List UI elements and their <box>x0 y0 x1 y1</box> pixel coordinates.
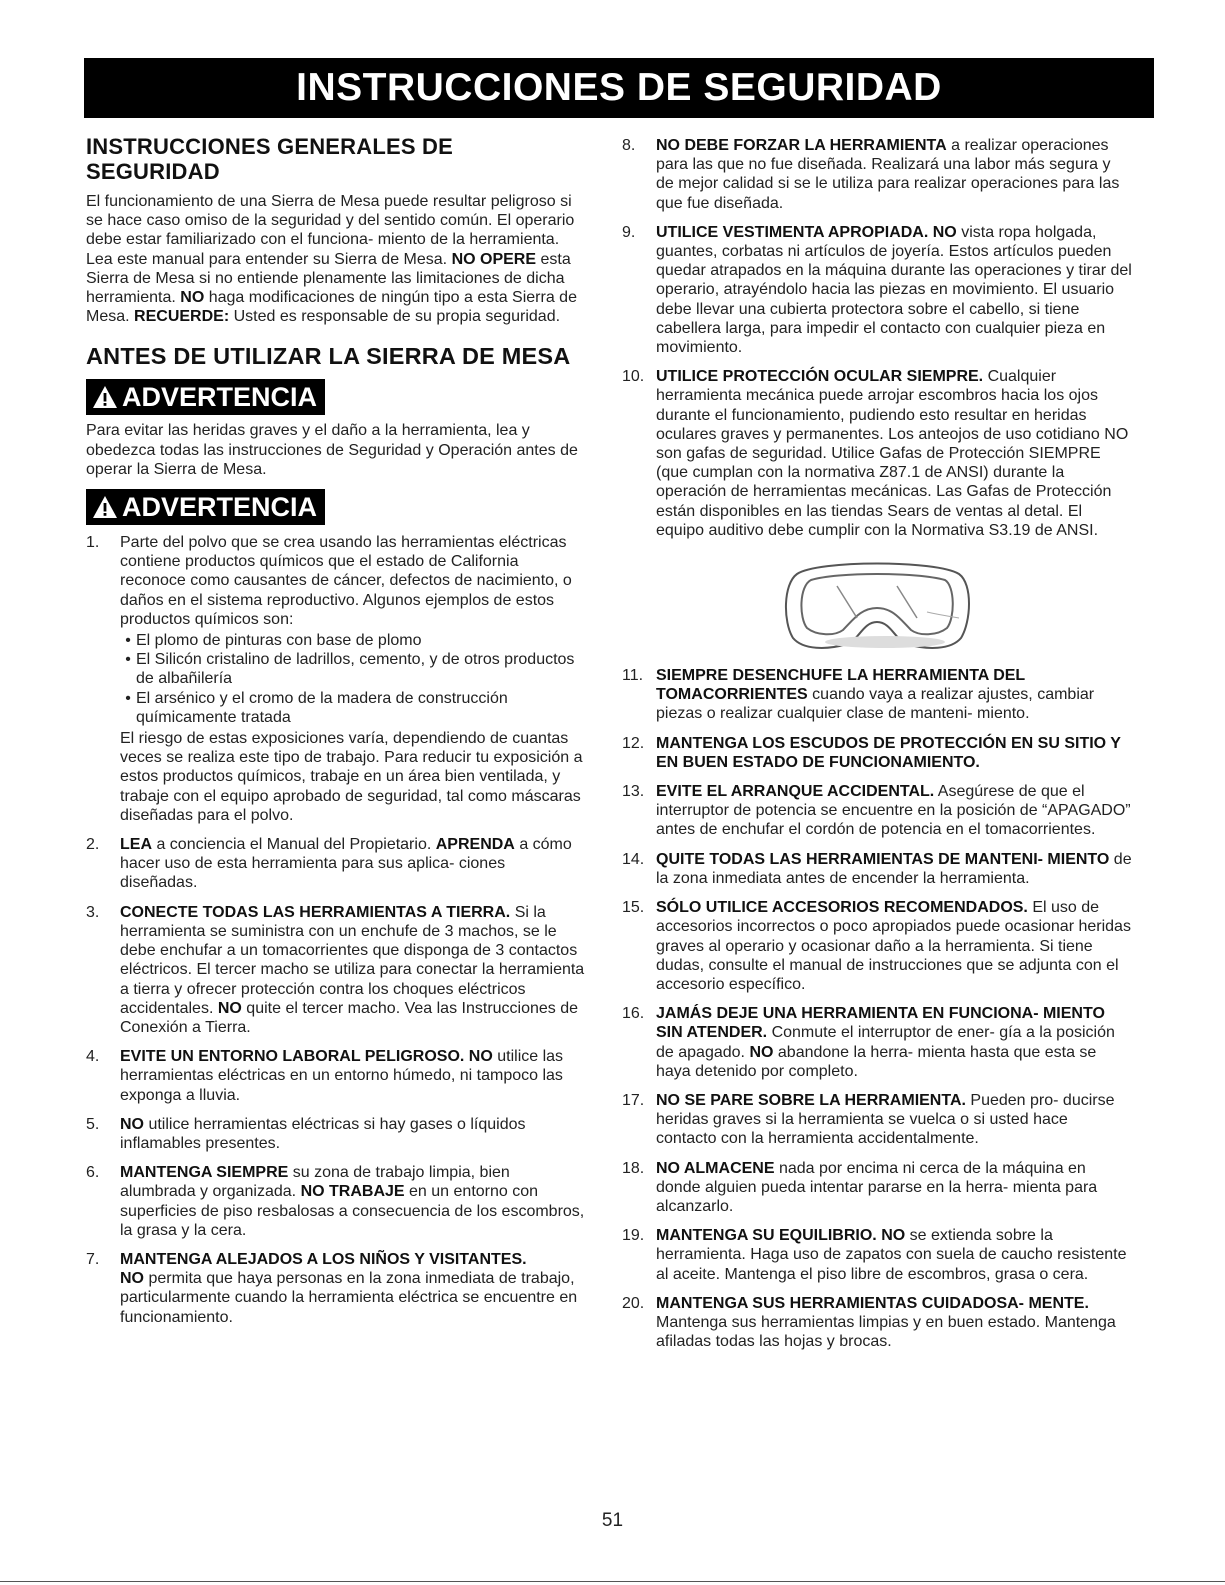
warning-box-1-wrap <box>86 379 586 415</box>
list-item: • El plomo de pinturas con base de plomo <box>125 632 422 650</box>
general-safety-paragraph: El funcionamiento de una Sierra de Mesa puede resultar peligroso si se hace caso omiso de la seguridad y del sentido común. El operario debe estar familiarizado con el funciona- miento de la herramienta. Lea este manual para entender su Sierra de Mesa. NO OPERE esta Sierra de Mesa si no entiende plenamente las limitaciones de dicha herramienta. NO haga modificaciones de ningún tipo a esta Sierra de Mesa. RECUERDE: Usted es responsable de su propia seguridad. <box>86 193 577 326</box>
page-number: 51 <box>601 1510 624 1531</box>
list-item-17: 17. NO SE PARE SOBRE LA HERRAMIENTA. Pueden pro- ducirse heridas graves si la herramienta se vuelca o si usted hace contacto con la herramienta accidentalmente. <box>622 1091 1115 1148</box>
general-safety-heading: INSTRUCCIONES GENERALES DE SEGURIDAD <box>86 134 454 184</box>
warning-text: Para evitar las heridas graves y el daño a la herramienta, lea y obedezca todas las instrucciones de Seguridad y Operación antes de operar la Sierra de Mesa. <box>86 422 578 478</box>
list-item-6: 6. MANTENGA SIEMPRE su zona de trabajo limpia, bien alumbrada y organizada. NO TRABAJE en un entorno con superficies de piso resbalosas a consecuencia de los escombros, la grasa y la cera. <box>86 1164 585 1239</box>
list-item-11: 11. SIEMPRE DESENCHUFE LA HERRAMIENTA DEL TOMACORRIENTES cuando vaya a realizar ajustes, cambiar piezas o realizar cualquier clase de manteni- miento. <box>622 667 1095 723</box>
warning-label-1: ADVERTENCIA <box>86 379 325 415</box>
list-item-19: 19. MANTENGA SU EQUILIBRIO. NO se extienda sobre la herramienta. Haga uso de zapatos con suela de caucho resistente al aceite. Mantenga el piso libre de escombros, grasa o cera. <box>622 1227 1127 1283</box>
warning-triangle-icon <box>92 385 118 409</box>
chemical-list <box>120 631 586 727</box>
list-item-7: 7. MANTENGA ALEJADOS A LOS NIÑOS Y VISITANTES. NO permita que haya personas en la zona inmediata de trabajo, particularmente cuando la herramienta eléctrica se encuentre en funcionamiento. <box>86 1250 578 1326</box>
list-item-5: 5. NO utilice herramientas eléctricas si hay gases o líquidos inflamables presentes. <box>86 1115 526 1152</box>
safety-goggles-icon <box>777 552 977 656</box>
list-item-14: 14. QUITE TODAS LAS HERRAMIENTAS DE MANTENI- MIENTO de la zona inmediata antes de encender la herramienta. <box>622 850 1132 887</box>
list-item-8: 8. NO DEBE FORZAR LA HERRAMIENTA a realizar operaciones para las que no fue diseñada. Realizará una labor más segura y de mejor calidad si se le utiliza para realizar operaciones para las que fue diseñada. <box>622 137 1120 212</box>
list-item-16: 16. JAMÁS DEJE UNA HERRAMIENTA EN FUNCIONA- MIENTO SIN ATENDER. Conmute el interruptor de ener- gía a la posición de apagado. NO abandone la herra- mienta hasta que esta se haya detenido por completo. <box>622 1005 1115 1080</box>
list-item-15: 15. SÓLO UTILICE ACCESORIOS RECOMENDADOS. El uso de accesorios incorrectos o poco apropiados puede ocasionar heridas graves al operario y ocasionar daño a la herramienta. Si tiene dudas, consulte el manual de instrucciones que se adjunta con el accesorio específico. <box>622 899 1131 993</box>
page-title: INSTRUCCIONES DE SEGURIDAD <box>296 66 942 109</box>
page-title-bar <box>84 58 1154 118</box>
list-item-12: 12. MANTENGA LOS ESCUDOS DE PROTECCIÓN EN SU SITIO Y EN BUEN ESTADO DE FUNCIONAMIENTO. <box>622 734 1121 771</box>
list-item-4: 4. EVITE UN ENTORNO LABORAL PELIGROSO. NO utilice las herramientas eléctricas en un entorno húmedo, ni tampoco las exponga a lluvia. <box>86 1048 564 1104</box>
warning-label-2: ADVERTENCIA <box>86 489 325 525</box>
list-item-3: 3. CONECTE TODAS LAS HERRAMIENTAS A TIERRA. Si la herramienta se suministra con un enchufe de 3 machos, se le debe enchufar a un tomacorrientes que disponga de 3 contactos eléctricos. El tercer macho se utiliza para conectar la herramienta a tierra y ofrecer protección contra los choques eléctricos accidentales. NO quite el tercer macho. Vea las Instrucciones de Conexión a Tierra. <box>86 903 585 1036</box>
list-item-9: 9. UTILICE VESTIMENTA APROPIADA. NO vista ropa holgada, guantes, corbatas ni artículos de joyería. Estos artículos pueden quedar atrapados en la máquina durante las operaciones y tirar del operario, atrayéndolo hacia las piezas en movimiento. El usuario debe llevar una cubierta protectora sobre el cabello, si tiene cabellera larga, para impedir el contacto con cualquier pieza en movimiento. <box>622 223 1132 357</box>
before-using-heading: ANTES DE UTILIZAR LA SIERRA DE MESA <box>86 343 571 370</box>
list-item-2: 2. LEA a conciencia el Manual del Propietario. APRENDA a cómo hacer uso de esta herramienta para sus aplica- ciones diseñadas. <box>86 836 572 892</box>
warning-triangle-icon <box>92 495 118 519</box>
warning-box-2-wrap <box>86 489 586 525</box>
right-column <box>622 136 1132 1351</box>
list-item-13: 13. EVITE EL ARRANQUE ACCIDENTAL. Asegúrese de que el interruptor de potencia se encuentre en la posición de “APAGADO” antes de enchufar el cordón de potencia en el tomacorrientes. <box>622 783 1131 839</box>
list-item-1: 1. Parte del polvo que se crea usando las herramientas eléctricas contiene productos químicos que el estado de California reconoce como causantes de cáncer, defectos de nacimiento, o daños en el sistema reproductivo. Algunos ejemplos de estos productos químicos son: • El plomo de pinturas con base de plomo • El Silicón cristalino de ladrillos, cemento, y de otros productos de albañilería • El arsénico y el cromo de la madera de construcción químicamente tratada El riesgo de estas exposiciones varía, dependiendo de cuantas veces se realiza este tipo de trabajo. Para reducir tu exposición a estos productos químicos, trabaje en un área bien ventilada, y trabaje con el equipo aprobado de seguridad, tal como máscaras diseñadas para el polvo. <box>86 533 586 825</box>
list-item-20: 20. MANTENGA SUS HERRAMIENTAS CUIDADOSA- MENTE. Mantenga sus herramientas limpias y en buen estado. Mantenga afiladas todas las hojas y brocas. <box>622 1294 1116 1351</box>
left-column <box>86 134 586 1327</box>
list-item-18: 18. NO ALMACENE nada por encima ni cerca de la máquina en donde alguien pueda intentar pararse en la herra- mienta para alcanzarlo. <box>622 1159 1098 1215</box>
bottom-divider <box>0 1581 1225 1582</box>
list-item: • El Silicón cristalino de ladrillos, cemento, y de otros productos de albañilería <box>125 651 575 688</box>
list-item-10: 10. UTILICE PROTECCIÓN OCULAR SIEMPRE. Cualquier herramienta mecánica puede arrojar escombros hacia los ojos durante el funcionamiento, pudiendo esto resultar en heridas oculares graves y permanentes. Los anteojos de uso cotidiano NO son gafas de seguridad. Utilice Gafas de Protección SIEMPRE (que cumplan con la normativa Z87.1 de ANSI) durante la operación de herramientas mecánicas. Las Gafas de Protección están disponibles en las tiendas Sears de ventas al detal. El equipo auditivo debe cumplir con la Normativa S3.19 de ANSI. <box>622 368 1129 539</box>
list-item: • El arsénico y el cromo de la madera de construcción químicamente tratada <box>125 689 508 726</box>
